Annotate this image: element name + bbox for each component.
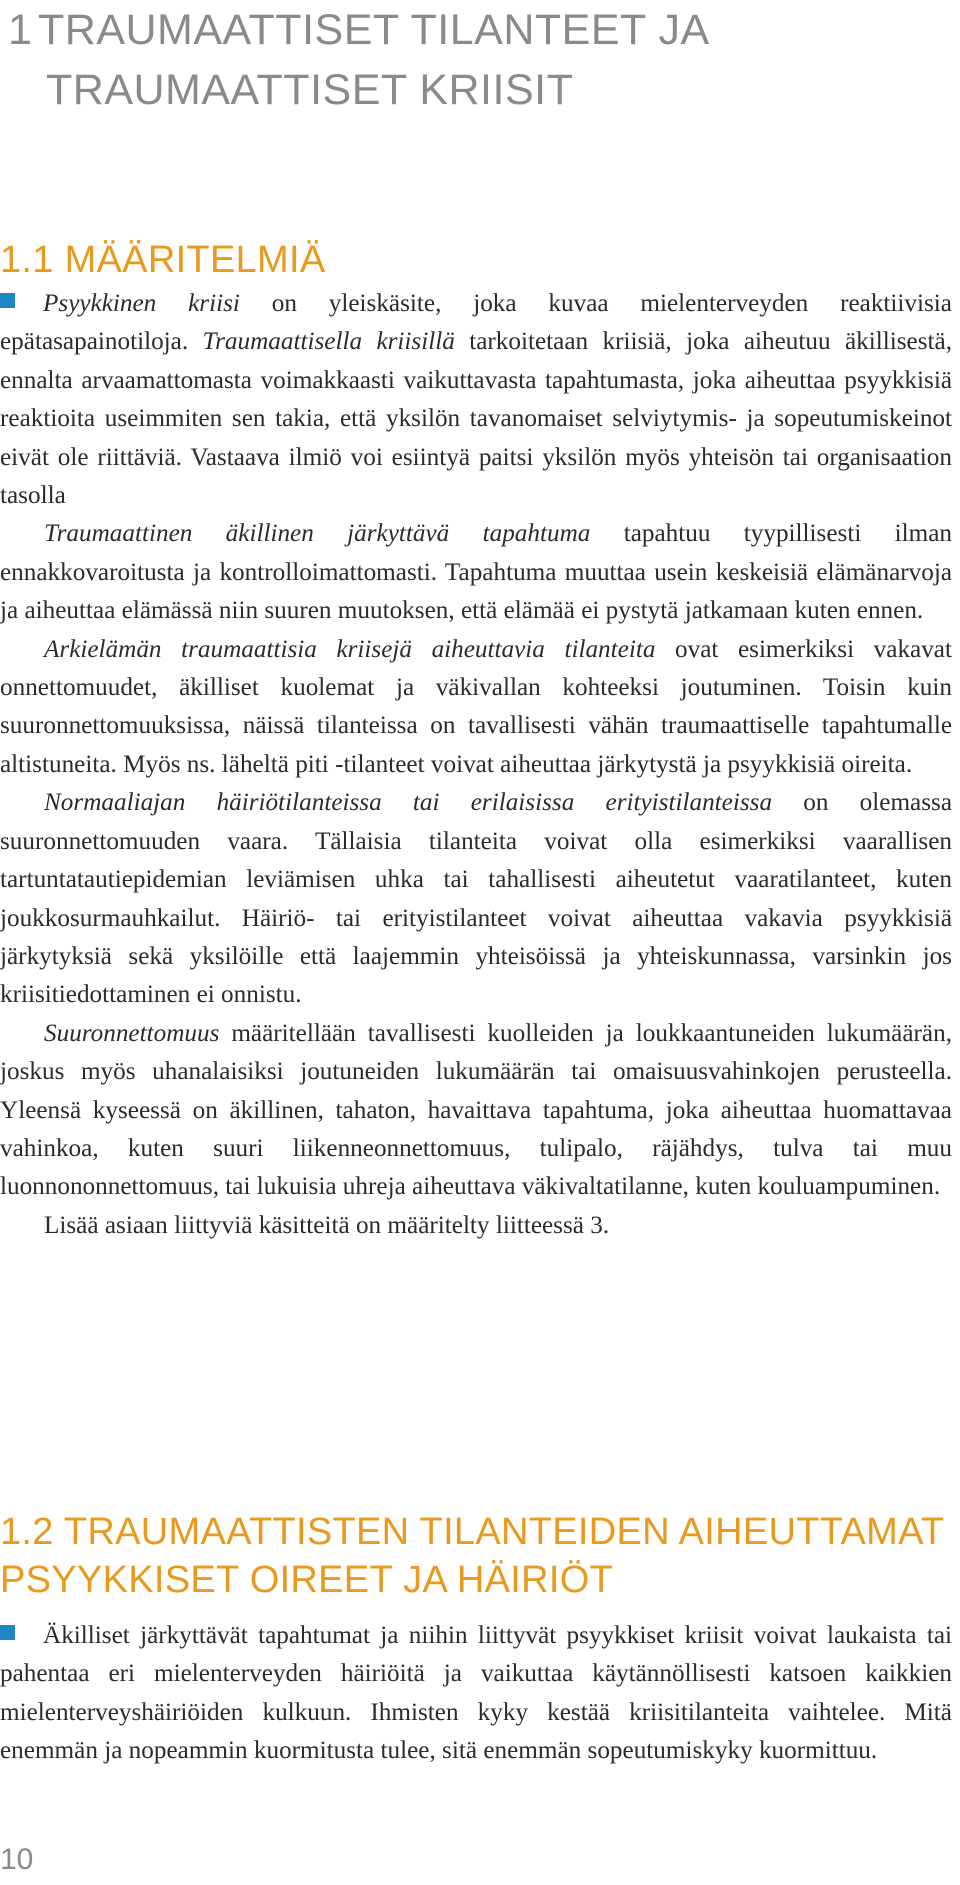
bullet-square-icon (0, 1625, 15, 1640)
chapter-title-line1: TRAUMAATTISET TILANTEET JA (38, 6, 710, 54)
chapter-number: 1 (8, 6, 33, 54)
text-run: tarkoitetaan kriisiä, joka aiheutuu äkillisestä, ennalta arvaamattomasta voimakkaasti vaikuttavasta tapahtumasta, joka aiheuttaa psyykkisiä reaktioita useimmiten sen takia, että yksilön tavanomaiset selviytymis- ja sopeutumiskeinot eivät ole riittäviä. Vastaava ilmiö voi esiintyä paitsi yksilön myös yhteisön tai organisaation tasolla (0, 328, 952, 510)
section-heading-1-1: 1.1 MÄÄRITELMIÄ (0, 239, 326, 281)
term-hairiotilanteet: Normaaliajan häiriötilanteissa tai erilaisissa erityistilanteissa (44, 789, 773, 817)
bullet-square-icon (0, 293, 15, 308)
paragraph-liite-viittaus: Lisää asiaan liittyviä käsitteitä on määritelty liitteessä 3. (44, 1211, 610, 1239)
paragraph-oireet (0, 1617, 952, 1771)
text-run: on olemassa suuronnettomuuden vaara. Tällaisia tilanteita voivat olla esimerkiksi vaarallisen tartuntatautiepidemian leviämisen uhka tai tahallisesti aiheutetut vaaratilanteet, kuten joukkosurmauhkailut. Häiriö- tai erityistilanteet voivat aiheuttaa vakavia psyykkisiä järkytyksiä sekä yksilöille että laajemmin yhteisöissä ja yhteiskunnassa, varsinkin jos kriisitiedottaminen ei onnistu. (0, 789, 953, 1009)
text-run: Äkilliset järkyttävät tapahtumat ja niihin liittyvät psyykkiset kriisit voivat laukaista tai pahentaa eri mielenterveyden häiriöitä ja vaikuttaa käytännöllisesti katsoen kaikkien mielenterveyshäiriöiden kulkuun. Ihmisten kyky kestää kriisitilanteita vaihtelee. Mitä enemmän ja nopeammin kuormitusta tulee, sitä enemmän sopeutumiskyky kuormittuu. (0, 1622, 952, 1765)
paragraph-psyykkinen-kriisi (0, 285, 952, 515)
section-1-1-body (0, 285, 952, 1245)
text-run: ovat esimerkiksi vakavat onnettomuudet, äkilliset kuolemat ja väkivallan kohteeksi joutuminen. Toisin kuin suuronnettomuuksissa, näissä tilanteissa on tavallisesti vähän traumaattiselle tapahtumalle altistuneita. Myös ns. läheltä piti -tilanteet voivat aiheuttaa järkytystä ja psyykkisiä oireita. (0, 635, 952, 778)
section-heading-1-2-line1: 1.2 TRAUMAATTISTEN TILANTEIDEN AIHEUTTAMAT (0, 1511, 945, 1553)
section-heading-1-2-line2: PSYYKKISET OIREET JA HÄIRIÖT (0, 1559, 614, 1601)
paragraph-arkielaman-kriisit (0, 631, 952, 785)
term-psyykkinen-kriisi: Psyykkinen kriisi (43, 290, 240, 317)
term-arkielaman-tilanteet: Arkielämän traumaattisia kriisejä aiheuttavia tilanteita (44, 635, 656, 663)
text-run: tapahtuu tyypillisesti ilman ennakkovaroitusta ja kontrolloimattomasti. Tapahtuma muuttaa usein keskeisiä elämänarvoja ja aiheuttaa elämässä niin suuren muutoksen, että elämää ei pystytä jatkamaan kuten ennen. (0, 520, 953, 625)
paragraph-hairiotilanteet (0, 784, 952, 1014)
page-number: 10 (0, 1843, 34, 1876)
chapter-heading (8, 0, 948, 120)
text-run: on yleiskäsite, joka kuvaa mielenterveyden reaktiivisia epätasapainotiloja. (0, 290, 952, 356)
term-traumaattinen-kriisi: Traumaattisella kriisillä (202, 328, 455, 356)
paragraph-suuronnettomuus (0, 1015, 952, 1207)
text-run: määritellään tavallisesti kuolleiden ja loukkaantuneiden lukumäärän, joskus myös uhanalaisiksi joutuneiden lukumäärän tai omaisuusvahinkojen perusteella. Yleensä kyseessä on äkillinen, tahaton, havaittava tapahtuma, joka aiheuttaa huomattavaa vahinkoa, kuten suuri liikenneonnettomuus, tulipalo, räjähdys, tulva tai muu luonnononnettomuus, tai lukuisia uhreja aiheuttava väkivaltatilanne, kuten kouluampuminen. (0, 1019, 952, 1201)
term-suuronnettomuus: Suuronnettomuus (44, 1019, 220, 1047)
section-1-2-body (0, 1617, 952, 1771)
chapter-title-line2: TRAUMAATTISET KRIISIT (46, 66, 574, 114)
term-traumaattinen-tapahtuma: Traumaattinen äkillinen järkyttävä tapahtuma (44, 520, 591, 548)
paragraph-traumaattinen-tapahtuma (0, 515, 952, 630)
section-heading-1-2 (0, 1508, 950, 1604)
